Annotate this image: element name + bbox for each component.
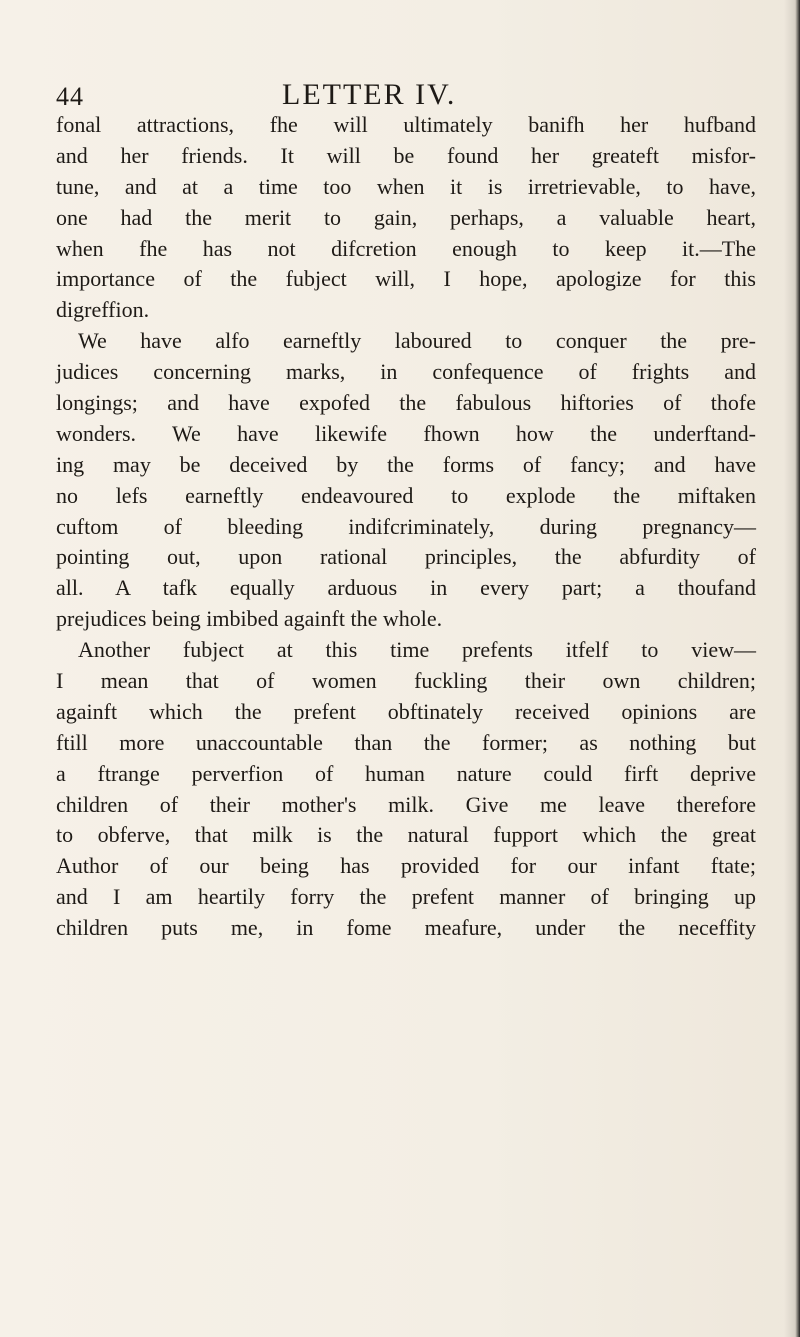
- text-line: all. A tafk equally arduous in every part; a thoufand: [56, 575, 756, 601]
- text-line: children puts me, in fome meafure, under the neceffity: [56, 915, 756, 941]
- text-line: longings; and have expofed the fabulous hiftories of thofe: [56, 390, 756, 416]
- text-line: prejudices being imbibed againft the whole.: [56, 606, 443, 632]
- text-line: ing may be deceived by the forms of fancy; and have: [56, 451, 756, 477]
- running-head: LETTER IV.: [282, 78, 457, 111]
- text-line: tune, and at a time too when it is irretrievable, to have,: [56, 173, 756, 199]
- text-line: importance of the fubject will, I hope, apologize for this: [56, 266, 756, 292]
- text-line: fonal attractions, fhe will ultimately banifh her hufband: [56, 112, 756, 137]
- page-number: 44: [56, 82, 84, 111]
- text-line: I mean that of women fuckling their own children;: [56, 668, 756, 694]
- text-line: againft which the prefent obftinately received opinions are: [56, 698, 756, 724]
- text-line: no lefs earneftly endeavoured to explode the miftaken: [56, 482, 756, 508]
- text-line: and I am heartily forry the prefent manner of bringing up: [56, 884, 756, 910]
- text-line: judices concerning marks, in confequence of frights and: [56, 359, 756, 385]
- text-line: Another fubject at this time prefents itfelf to view—: [78, 637, 756, 663]
- text-line: one had the merit to gain, perhaps, a valuable heart,: [56, 204, 756, 230]
- text-line: when fhe has not difcretion enough to keep it.—The: [56, 235, 756, 261]
- text-line: digreffion.: [56, 297, 150, 323]
- text-line: wonders. We have likewife fhown how the underftand-: [56, 420, 756, 446]
- text-line: a ftrange perverfion of human nature could firft deprive: [56, 760, 756, 786]
- page-edge-shadow: [784, 0, 800, 1337]
- text-line: We have alfo earneftly laboured to conquer the pre-: [78, 328, 756, 354]
- text-line: and her friends. It will be found her greateft misfor-: [56, 142, 756, 168]
- text-line: children of their mother's milk. Give me leave therefore: [56, 791, 756, 817]
- text-line: cuftom of bleeding indifcriminately, during pregnancy—: [56, 513, 756, 539]
- text-line: pointing out, upon rational principles, the abfurdity of: [56, 544, 756, 570]
- text-line: ftill more unaccountable than the former; as nothing but: [56, 729, 756, 755]
- text-line: Author of our being has provided for our infant ftate;: [56, 853, 756, 879]
- body-text: [56, 110, 756, 944]
- text-line: to obferve, that milk is the natural fupport which the great: [56, 822, 756, 848]
